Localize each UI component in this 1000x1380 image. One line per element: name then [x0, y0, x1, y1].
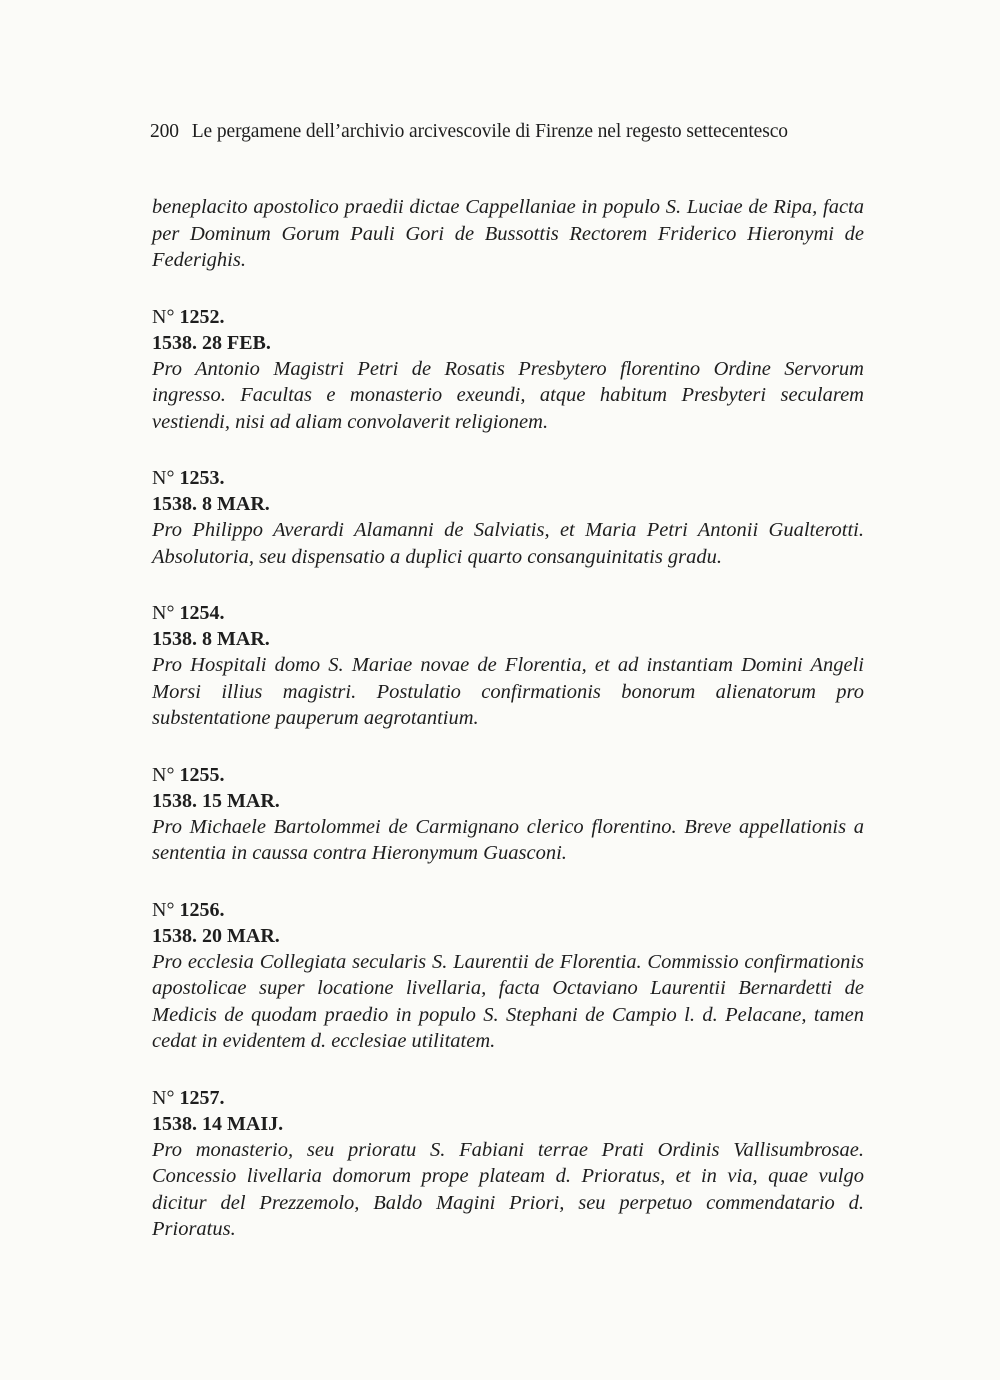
entry-number: N° 1256. — [152, 898, 225, 921]
entry-date: 1538. 8 MAR. — [152, 493, 270, 515]
entry-number: N° 1253. — [152, 467, 225, 489]
running-head — [150, 121, 788, 143]
entry-1255 — [152, 762, 864, 867]
page-number: 200 — [150, 121, 179, 142]
entry-text: Pro Antonio Magistri Petri de Rosatis Presbytero florentino Ordine Servorum ingresso. Facultas e monasterio exeundi, atque habitum Presbyteri secularem vestiendi, nisi ad aliam convolaverit religionem. — [152, 357, 864, 433]
entry-date: 1538. 15 MAR. — [152, 789, 280, 812]
intro-paragraph: beneplacito apostolico praedii dictae Cappellaniae in populo S. Luciae de Ripa, facta per Dominum Gorum Pauli Gori de Bussottis Rectorem Friderico Hieronymi de Federighis. — [152, 196, 864, 271]
entry-text: Pro monasterio, seu prioratu S. Fabiani terrae Prati Ordinis Vallisumbrosae. Concessio livellaria domorum prope plateam d. Prioratus, et in via, quae vulgo dicitur del Prezzemolo, Baldo Magini Priori, seu perpetuo commendatario d. Prioratus. — [152, 1138, 864, 1240]
entry-text: Pro ecclesia Collegiata secularis S. Laurentii de Florentia. Commissio confirmationis apostolicae super locatione livellaria, facta Octaviano Laurentii Bernardetti de Medicis de quodam praedio in populo S. Stephani de Campio l. d. Pelacane, tamen cedat in evidentem d. ecclesiae utilitatem. — [152, 950, 864, 1052]
entry-number: N° 1257. — [152, 1086, 225, 1109]
entry-text: Pro Hospitali domo S. Mariae novae de Florentia, et ad instantiam Domini Angeli Morsi illius magistri. Postulatio confirmationis bonorum alienatorum pro substentatione pauperum aegrotantium. — [152, 654, 864, 729]
entry-date: 1538. 20 MAR. — [152, 924, 280, 947]
entry-1252 — [152, 304, 864, 436]
entry-1254 — [152, 600, 864, 732]
entry-number: N° 1255. — [152, 763, 225, 786]
entry-date: 1538. 14 MAIJ. — [152, 1112, 284, 1135]
entry-1257 — [152, 1085, 864, 1243]
entry-text: Pro Philippo Averardi Alamanni de Salviatis, et Maria Petri Antonii Gualterotti. Absolutoria, seu dispensatio a duplici quarto consanguinitatis gradu. — [152, 519, 864, 568]
entry-number: N° 1252. — [152, 305, 225, 328]
entry-text: Pro Michaele Bartolommei de Carmignano clerico florentino. Breve appellationis a sententia in caussa contra Hieronymum Guasconi. — [152, 815, 864, 864]
entry-number: N° 1254. — [152, 602, 225, 624]
page-body — [152, 194, 864, 1243]
entry-1256 — [152, 897, 864, 1055]
entry-1253 — [152, 465, 864, 570]
entry-date: 1538. 28 FEB. — [152, 331, 271, 354]
entry-date: 1538. 8 MAR. — [152, 628, 270, 650]
running-title: Le pergamene dell’archivio arcivescovile di Firenze nel regesto settecentesco — [191, 121, 788, 142]
